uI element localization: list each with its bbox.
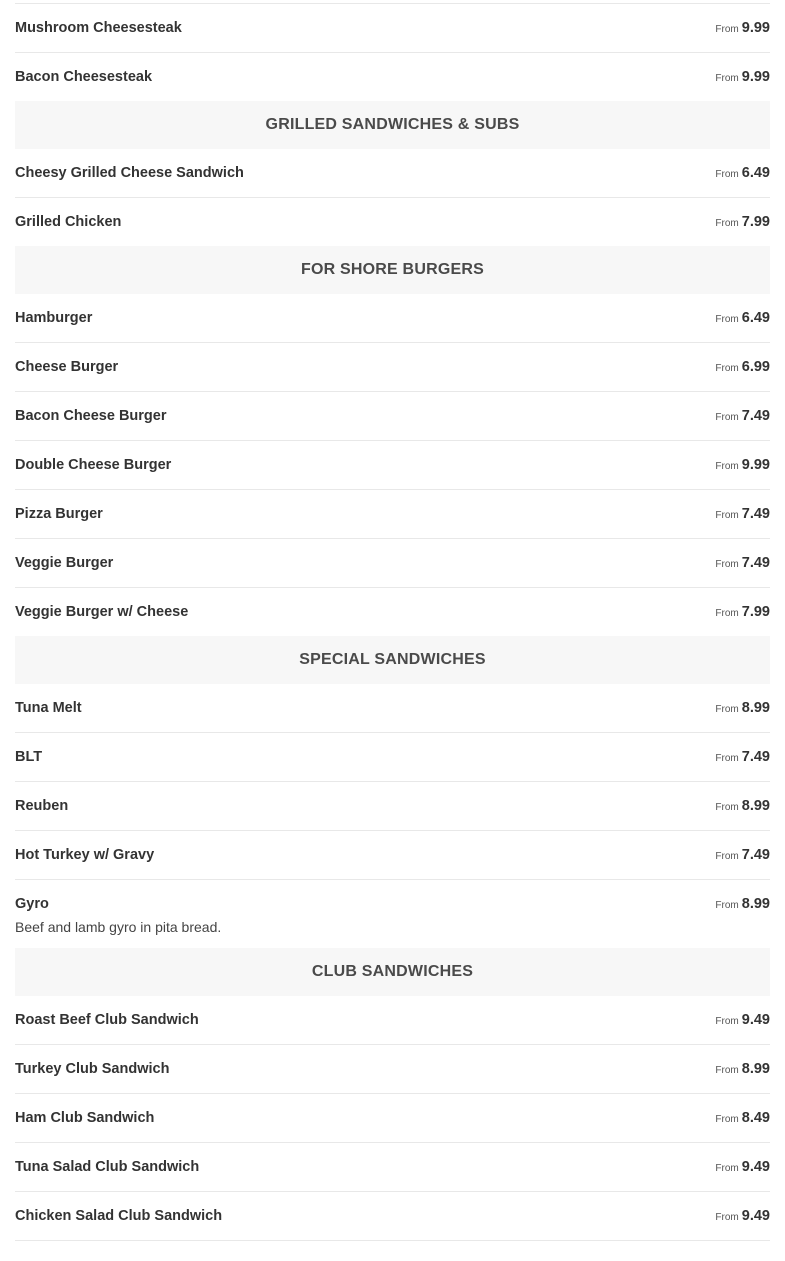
menu-item[interactable] [15, 588, 770, 636]
from-label: From [715, 24, 739, 35]
menu-item-price [715, 406, 770, 428]
section-header: FOR SHORE BURGERS [15, 246, 770, 294]
menu-item[interactable] [15, 392, 770, 441]
menu-item-name: Gyro [15, 896, 49, 912]
from-label: From [715, 218, 739, 229]
menu-item-name: Grilled Chicken [15, 214, 122, 230]
menu-item[interactable] [15, 294, 770, 343]
menu-item[interactable] [15, 1143, 770, 1192]
menu-item-name: BLT [15, 749, 43, 765]
from-label: From [715, 1016, 739, 1027]
menu-item-price [715, 747, 770, 769]
menu-item-name: Veggie Burger [15, 555, 114, 571]
menu-item-name: Reuben [15, 798, 69, 814]
menu-item[interactable] [15, 441, 770, 490]
price-amount: 9.99 [741, 20, 770, 36]
price-amount: 8.49 [741, 1110, 770, 1126]
from-label: From [715, 753, 739, 764]
menu-item-price [715, 163, 770, 185]
price-amount: 7.49 [741, 847, 770, 863]
menu-item-name: Bacon Cheese Burger [15, 408, 167, 424]
menu-item[interactable] [15, 149, 770, 198]
price-amount: 7.49 [741, 408, 770, 424]
from-label: From [715, 73, 739, 84]
menu-item-name: Cheese Burger [15, 359, 119, 375]
menu-item-price [715, 1157, 770, 1179]
section-header: GRILLED SANDWICHES & SUBS [15, 101, 770, 149]
menu-item-price [715, 212, 770, 234]
from-label: From [715, 363, 739, 374]
from-label: From [715, 461, 739, 472]
from-label: From [715, 1212, 739, 1223]
menu-item-name: Turkey Club Sandwich [15, 1061, 170, 1077]
menu-item-name: Veggie Burger w/ Cheese [15, 604, 189, 620]
price-amount: 9.49 [741, 1159, 770, 1175]
price-amount: 6.49 [741, 310, 770, 326]
menu-item-name: Hamburger [15, 310, 93, 326]
price-amount: 6.49 [741, 165, 770, 181]
price-amount: 9.99 [741, 457, 770, 473]
from-label: From [715, 608, 739, 619]
menu-item-price [715, 1206, 770, 1228]
menu-item-price [715, 1010, 770, 1032]
from-label: From [715, 851, 739, 862]
menu-item-name: Tuna Salad Club Sandwich [15, 1159, 200, 1175]
price-amount: 8.99 [741, 1061, 770, 1077]
menu-item-name: Cheesy Grilled Cheese Sandwich [15, 165, 244, 181]
menu-item-name: Pizza Burger [15, 506, 103, 522]
menu-item-price [715, 894, 770, 916]
menu-item-price [715, 308, 770, 330]
menu-item-name: Double Cheese Burger [15, 457, 172, 473]
menu-item-price [715, 357, 770, 379]
menu-item-name: Tuna Melt [15, 700, 82, 716]
menu-item[interactable] [15, 1045, 770, 1094]
price-amount: 8.99 [741, 700, 770, 716]
menu-item[interactable] [15, 733, 770, 782]
menu-list [15, 0, 770, 1241]
from-label: From [715, 510, 739, 521]
menu-item[interactable] [15, 4, 770, 53]
menu-item-name: Mushroom Cheesesteak [15, 20, 182, 36]
menu-item[interactable] [15, 684, 770, 733]
menu-item[interactable] [15, 782, 770, 831]
menu-item-name: Hot Turkey w/ Gravy [15, 847, 155, 863]
from-label: From [715, 169, 739, 180]
menu-item[interactable] [15, 490, 770, 539]
price-amount: 7.49 [741, 506, 770, 522]
menu-item-price [715, 1108, 770, 1130]
section-header: SPECIAL SANDWICHES [15, 636, 770, 684]
menu-item-price [715, 796, 770, 818]
from-label: From [715, 704, 739, 715]
price-amount: 9.49 [741, 1208, 770, 1224]
menu-item-name: Bacon Cheesesteak [15, 69, 153, 85]
from-label: From [715, 802, 739, 813]
menu-item-price [715, 698, 770, 720]
menu-item-name: Roast Beef Club Sandwich [15, 1012, 199, 1028]
menu-item[interactable] [15, 1094, 770, 1143]
menu-item-price [715, 455, 770, 477]
menu-item-price [715, 845, 770, 867]
menu-item[interactable] [15, 996, 770, 1045]
menu-item-name: Ham Club Sandwich [15, 1110, 155, 1126]
menu-item[interactable] [15, 1192, 770, 1241]
menu-item-price [715, 602, 770, 624]
menu-item[interactable] [15, 53, 770, 101]
menu-item-name: Chicken Salad Club Sandwich [15, 1208, 223, 1224]
menu-item-price [715, 553, 770, 575]
from-label: From [715, 314, 739, 325]
price-amount: 8.99 [741, 896, 770, 912]
from-label: From [715, 1114, 739, 1125]
menu-item-price [715, 67, 770, 89]
from-label: From [715, 559, 739, 570]
price-amount: 7.49 [741, 555, 770, 571]
price-amount: 8.99 [741, 798, 770, 814]
section-header: CLUB SANDWICHES [15, 948, 770, 996]
menu-item-price [715, 504, 770, 526]
from-label: From [715, 900, 739, 911]
menu-item[interactable] [15, 831, 770, 880]
price-amount: 7.99 [741, 604, 770, 620]
menu-item-price [715, 18, 770, 40]
from-label: From [715, 412, 739, 423]
price-amount: 9.99 [741, 69, 770, 85]
menu-item[interactable] [15, 343, 770, 392]
menu-item[interactable] [15, 198, 770, 246]
menu-item[interactable] [15, 880, 770, 948]
price-amount: 7.49 [741, 749, 770, 765]
price-amount: 9.49 [741, 1012, 770, 1028]
from-label: From [715, 1163, 739, 1174]
price-amount: 7.99 [741, 214, 770, 230]
menu-item-description: Beef and lamb gyro in pita bread. [15, 919, 222, 935]
menu-item-price [715, 1059, 770, 1081]
menu-item[interactable] [15, 539, 770, 588]
from-label: From [715, 1065, 739, 1076]
price-amount: 6.99 [741, 359, 770, 375]
